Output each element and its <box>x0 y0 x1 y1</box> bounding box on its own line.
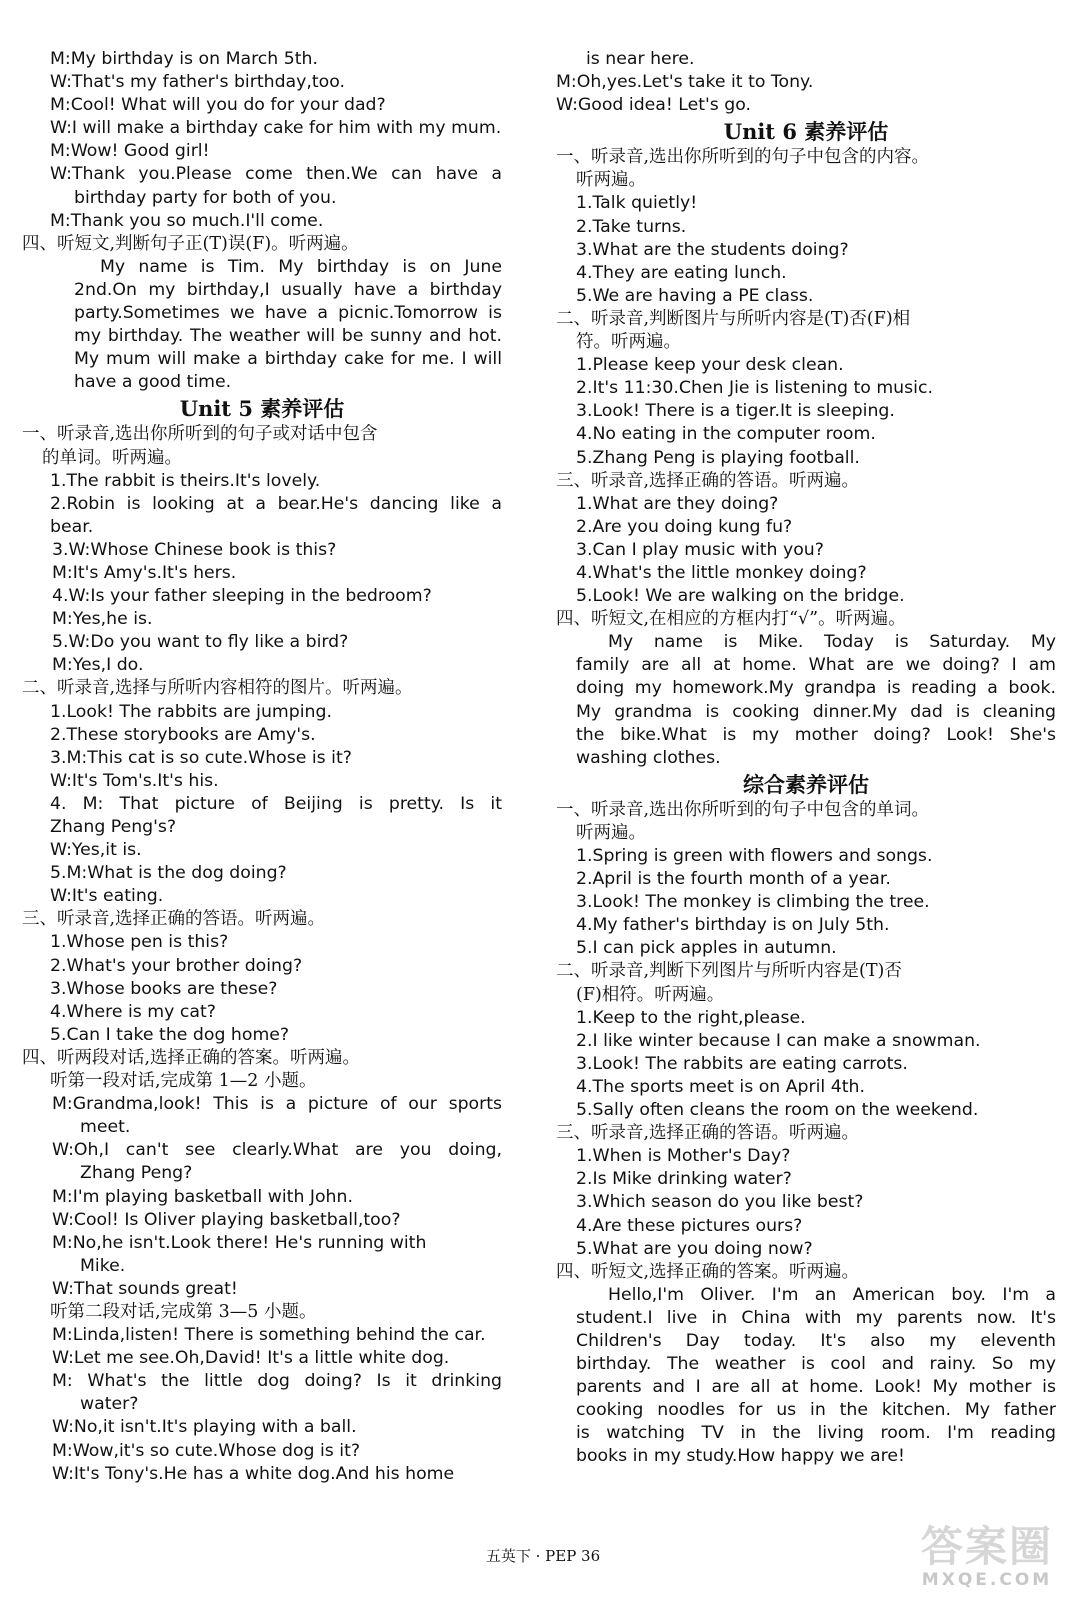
text-line: party.Sometimes we have a picnic.Tomorrow is <box>74 303 502 324</box>
text-line: 1.Spring is green with flowers and songs. <box>576 846 933 866</box>
text-line: family are all at home. What are we doing? I am <box>576 655 1056 676</box>
text-line: W:That sounds great! <box>52 1278 238 1299</box>
section-instruction: 四、听短文,在相应的方框内打“√”。听两遍。 <box>556 609 906 630</box>
text-line: 5.What are you doing now? <box>576 1238 813 1259</box>
text-line: 2.Take turns. <box>576 216 687 237</box>
section-instruction: 二、听录音,判断下列图片与所听内容是(T)否 <box>556 961 902 982</box>
text-line: W:It's Tony's.He has a white dog.And his home <box>52 1463 455 1484</box>
text-line: 1.Look! The rabbits are jumping. <box>50 701 332 722</box>
text-line: student.I live in China with my parents now. It's <box>576 1307 1056 1328</box>
text-line: 5.Zhang Peng is playing football. <box>576 447 860 468</box>
text-line: 1.Talk quietly! <box>576 193 698 214</box>
text-line: meet. <box>80 1117 131 1138</box>
text-line: birthday party for both of you. <box>74 187 337 208</box>
text-line: my birthday. The weather will be sunny and hot. <box>74 326 502 347</box>
text-line: 5.W:Do you want to fly like a bird? <box>52 632 349 653</box>
text-line: 2.What's your brother doing? <box>50 955 303 976</box>
left-column <box>22 48 502 1486</box>
text-line: M:Wow! Good girl! <box>50 141 210 162</box>
unit-heading: Unit 5 素养评估 <box>179 396 345 422</box>
text-line: 5.Sally often cleans the room on the weekend. <box>576 1100 979 1121</box>
text-line: M:Wow,it's so cute.Whose dog is it? <box>52 1440 361 1461</box>
text-line: doing my homework.My grandpa is reading a book. <box>576 678 1056 699</box>
text-line: 1.Keep to the right,please. <box>576 1007 806 1028</box>
text-line: 2.Robin is looking at a bear.He's dancing like a <box>50 493 502 514</box>
section-instruction: 一、听录音,选出你所听到的句子中包含的单词。 <box>556 799 930 820</box>
text-line: have a good time. <box>74 372 232 393</box>
text-line: Mike. <box>80 1255 126 1276</box>
text-line: Children's Day today. It's also my eleventh <box>576 1330 1056 1351</box>
text-line: 1.Please keep your desk clean. <box>576 355 844 376</box>
text-line: 3.What are the students doing? <box>576 239 849 260</box>
section-instruction: 一、听录音,选出你所听到的句子或对话中包含 <box>22 424 378 445</box>
text-line: W:Thank you.Please come then.We can have a <box>50 164 502 185</box>
section-instruction: 二、听录音,判断图片与所听内容是(T)否(F)相 <box>556 308 911 329</box>
text-line: 2.These storybooks are Amy's. <box>50 724 316 745</box>
section-instruction: 二、听录音,选择与所听内容相符的图片。听两遍。 <box>22 678 413 699</box>
text-line: 4.What's the little monkey doing? <box>576 562 867 583</box>
text-line: M:No,he isn't.Look there! He's running with <box>52 1232 427 1253</box>
text-line: My name is Mike. Today is Saturday. My <box>608 632 1056 653</box>
page-footer: 五英下 · PEP 36 <box>485 1547 601 1565</box>
text-line: Zhang Peng's? <box>50 817 177 837</box>
text-line: water? <box>80 1394 139 1415</box>
text-line: is near here. <box>586 49 695 69</box>
text-line: My mum will make a birthday cake for me. I will <box>74 349 502 370</box>
section-instruction: 四、听短文,判断句子正(T)误(F)。听两遍。 <box>22 233 359 254</box>
text-line: is watching TV in the living room. I'm reading <box>576 1423 1056 1444</box>
text-line: 2.I like winter because I can make a snowman. <box>576 1030 981 1051</box>
text-line: the bike.What is my mother doing? Look! She's <box>576 724 1056 745</box>
text-line: M: What's the little dog doing? Is it drinking <box>52 1371 502 1392</box>
text-line: M:Yes,I do. <box>52 655 144 676</box>
text-line: 3.Can I play music with you? <box>576 539 824 560</box>
section-instruction: 听两遍。 <box>576 170 646 191</box>
text-line: 4.They are eating lunch. <box>576 262 787 283</box>
text-line: M:It's Amy's.It's hers. <box>52 562 237 583</box>
text-line: My name is Tim. My birthday is on June <box>100 256 502 277</box>
section-instruction: 三、听录音,选择正确的答语。听两遍。 <box>22 909 326 930</box>
text-line: 5.I can pick apples in autumn. <box>576 938 837 959</box>
text-line: bear. <box>50 516 94 537</box>
text-line: W:It's eating. <box>50 886 164 907</box>
text-line: cooking noodles for us in the kitchen. My father <box>576 1400 1056 1421</box>
section-instruction: 听第二段对话,完成第 3—5 小题。 <box>50 1301 317 1322</box>
section-instruction: 的单词。听两遍。 <box>42 447 182 468</box>
unit-heading: Unit 6 素养评估 <box>723 119 889 145</box>
text-line: 5.M:What is the dog doing? <box>50 863 287 884</box>
text-line: 4.No eating in the computer room. <box>576 424 876 445</box>
text-line: 2nd.On my birthday,I usually have a birthday <box>74 279 502 300</box>
text-line: 5.We are having a PE class. <box>576 285 814 306</box>
text-line: M:Oh,yes.Let's take it to Tony. <box>556 72 814 93</box>
unit-heading: 综合素养评估 <box>743 771 869 797</box>
text-line: 1.Whose pen is this? <box>50 932 229 953</box>
text-line: W:It's Tom's.It's his. <box>50 770 219 791</box>
text-line: 1.What are they doing? <box>576 493 779 514</box>
text-line: 3.Look! There is a tiger.It is sleeping. <box>576 401 895 422</box>
text-line: 4.My father's birthday is on July 5th. <box>576 915 890 936</box>
section-instruction: 一、听录音,选出你所听到的句子中包含的内容。 <box>556 147 930 168</box>
section-instruction: 三、听录音,选择正确的答语。听两遍。 <box>556 470 860 491</box>
text-line: 1.The rabbit is theirs.It's lovely. <box>50 470 321 491</box>
text-line: 4. M: That picture of Beijing is pretty. Is it <box>50 793 502 814</box>
text-line: 3.M:This cat is so cute.Whose is it? <box>50 747 352 768</box>
watermark-url-text: MXQE.COM <box>921 1570 1053 1590</box>
text-line: 5.Look! We are walking on the bridge. <box>576 586 905 607</box>
watermark-logo <box>902 1514 1072 1590</box>
text-line: M:Yes,he is. <box>52 609 153 630</box>
text-line: 4.Where is my cat? <box>50 1001 216 1022</box>
text-line: birthday. The weather is cool and rainy. So my <box>576 1354 1056 1375</box>
text-line: washing clothes. <box>576 747 721 768</box>
text-line: 3.Look! The rabbits are eating carrots. <box>576 1053 908 1074</box>
text-line: 2.It's 11:30.Chen Jie is listening to music. <box>576 378 933 399</box>
text-line: 3.Whose books are these? <box>50 978 278 999</box>
text-line: books in my study.How happy we are! <box>576 1446 905 1467</box>
text-line: 2.April is the fourth month of a year. <box>576 869 891 890</box>
text-line: 4.The sports meet is on April 4th. <box>576 1076 865 1097</box>
text-line: M:Linda,listen! There is something behind the car. <box>52 1325 486 1346</box>
text-line: 3.Which season do you like best? <box>576 1192 864 1213</box>
text-line: 1.When is Mother's Day? <box>576 1146 791 1167</box>
section-instruction: (F)相符。听两遍。 <box>576 984 725 1005</box>
text-line: W:That's my father's birthday,too. <box>50 72 345 93</box>
text-line: M:Cool! What will you do for your dad? <box>50 95 386 116</box>
watermark-big-text: 答案圈 <box>920 1522 1053 1571</box>
text-line: 4.W:Is your father sleeping in the bedroom? <box>52 586 432 607</box>
text-line: parents and I are all at home. Look! My mother is <box>576 1377 1056 1398</box>
text-line: M:Thank you so much.I'll come. <box>50 210 324 231</box>
text-line: 5.Can I take the dog home? <box>50 1024 290 1045</box>
section-instruction: 符。听两遍。 <box>576 332 681 353</box>
text-line: My grandma is cooking dinner.My dad is cleaning <box>576 701 1056 722</box>
text-line: W:Good idea! Let's go. <box>556 95 752 116</box>
text-line: W:Let me see.Oh,David! It's a little white dog. <box>52 1348 450 1369</box>
text-line: Hello,I'm Oliver. I'm an American boy. I'm a <box>608 1284 1056 1305</box>
text-line: W:No,it isn't.It's playing with a ball. <box>52 1417 357 1438</box>
text-line: W:Yes,it is. <box>50 840 142 861</box>
text-line: 3.W:Whose Chinese book is this? <box>52 539 337 560</box>
right-column <box>556 48 1056 1469</box>
text-line: 4.Are these pictures ours? <box>576 1215 803 1236</box>
text-line: W:I will make a birthday cake for him with my mum. <box>50 118 502 139</box>
section-instruction: 听第一段对话,完成第 1—2 小题。 <box>50 1071 317 1092</box>
section-instruction: 听两遍。 <box>576 822 646 843</box>
text-line: 2.Are you doing kung fu? <box>576 516 793 537</box>
text-line: 2.Is Mike drinking water? <box>576 1169 792 1190</box>
text-line: M:I'm playing basketball with John. <box>52 1186 353 1207</box>
section-instruction: 四、听两段对话,选择正确的答案。听两遍。 <box>22 1047 361 1068</box>
section-instruction: 四、听短文,选择正确的答案。听两遍。 <box>556 1261 860 1282</box>
text-line: M:My birthday is on March 5th. <box>50 49 318 69</box>
text-line: 3.Look! The monkey is climbing the tree. <box>576 892 930 913</box>
text-line: M:Grandma,look! This is a picture of our sports <box>52 1094 502 1115</box>
text-line: W:Oh,I can't see clearly.What are you doing, <box>52 1140 502 1161</box>
section-instruction: 三、听录音,选择正确的答语。听两遍。 <box>556 1123 860 1144</box>
text-line: W:Cool! Is Oliver playing basketball,too? <box>52 1209 401 1230</box>
text-line: Zhang Peng? <box>80 1163 193 1184</box>
